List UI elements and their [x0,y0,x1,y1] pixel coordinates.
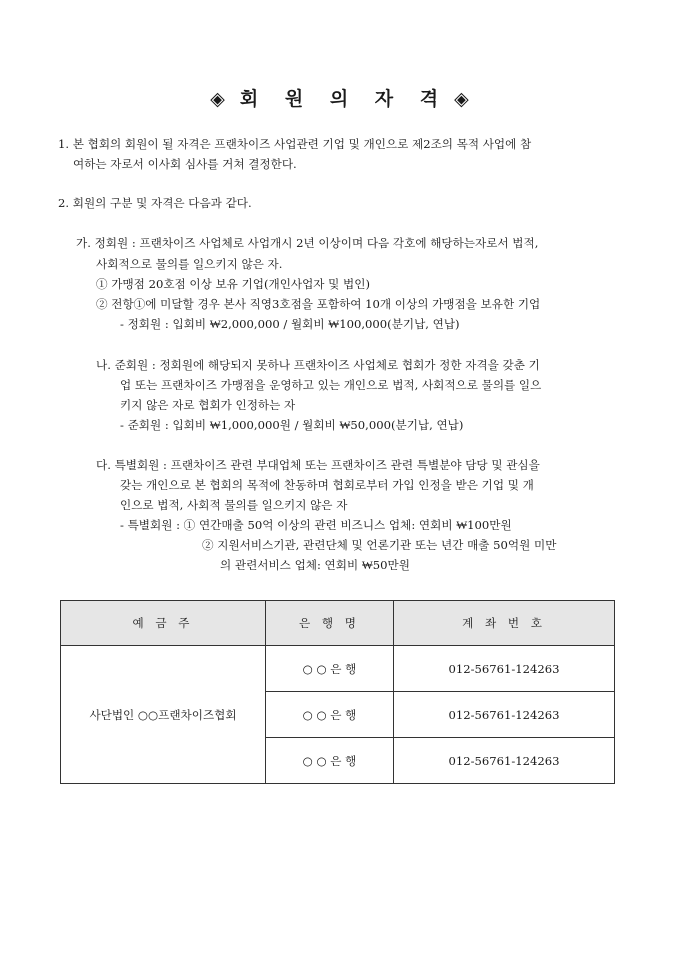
special-member-line-1: 다. 특별회원 : 프랜차이즈 관련 부대업체 또는 프랜차이즈 관련 특별분야 담당 및 관심을 [96,458,540,472]
diamond-symbol-right: ◈ [454,88,470,110]
header-bank-name: 은 행 명 [266,601,394,646]
account-holder-cell: 사단법인 ○○프랜차이즈협회 [61,646,266,784]
regular-member-line-1: 가. 정회원 : 프랜차이즈 사업체로 사업개시 2년 이상이며 다음 각호에 해당하는자로서 법적, [76,236,539,250]
bank-name-cell: ○ ○ 은 행 [266,646,394,692]
bank-name-cell: ○ ○ 은 행 [266,692,394,738]
special-member-line-3: 인으로 법적, 사회적 물의를 일으키지 않은 자 [120,498,348,512]
section-1-line-1: 1. 본 협회의 회원이 될 자격은 프랜차이즈 사업관련 기업 및 개인으로 제2조의 목적 사업에 참 [58,137,532,151]
diamond-symbol-left: ◈ [210,88,226,110]
header-account-holder: 예 금 주 [61,601,266,646]
associate-member-line-1: 나. 준회원 : 정회원에 해당되지 못하나 프랜차이즈 사업체로 협회가 정한 자격을 갖춘 기 [96,358,540,372]
regular-member-item-2: ② 전항①에 미달할 경우 본사 직영3호점을 포함하여 10개 이상의 가맹점을 보유한 기업 [96,297,541,311]
account-number-cell: 012-56761-124263 [394,646,615,692]
header-account-number: 계 좌 번 호 [394,601,615,646]
regular-member-line-2: 사회적으로 물의를 일으키지 않은 자. [96,257,283,271]
special-member-fee-2: ② 지원서비스기관, 관련단체 및 언론기관 또는 년간 매출 50억원 미만 [202,538,557,552]
regular-member-item-1: ① 가맹점 20호점 이상 보유 기업(개인사업자 및 법인) [96,277,370,291]
page-title [0,84,680,111]
special-member-fee-1: - 특별회원 : ① 연간매출 50억 이상의 관련 비즈니스 업체: 연회비 ₩100만원 [120,518,512,532]
associate-member-fee: - 준회원 : 입회비 ₩1,000,000원 / 월회비 ₩50,000(분기납, 연납) [120,418,464,432]
table-header-row [61,601,615,646]
section-2-heading: 2. 회원의 구분 및 자격은 다음과 같다. [58,196,252,210]
section-1-line-2: 여하는 자로서 이사회 심사를 거쳐 결정한다. [73,157,297,171]
special-member-line-2: 갖는 개인으로 본 협회의 목적에 찬동하며 협회로부터 가입 인정을 받은 기업 및 개 [120,478,534,492]
account-number-cell: 012-56761-124263 [394,738,615,784]
associate-member-line-2: 업 또는 프랜차이즈 가맹점을 운영하고 있는 개인으로 법적, 사회적으로 물의를 일으 [120,378,542,392]
special-member-fee-3: 의 관련서비스 업체: 연회비 ₩50만원 [220,558,410,572]
table-row [61,646,615,692]
account-number-cell: 012-56761-124263 [394,692,615,738]
associate-member-line-3: 키지 않은 자로 협회가 인정하는 자 [120,398,296,412]
title-text: 회 원 의 자 격 [239,88,449,110]
regular-member-fee: - 정회원 : 입회비 ₩2,000,000 / 월회비 ₩100,000(분기납, 연납) [120,317,460,331]
bank-name-cell: ○ ○ 은 행 [266,738,394,784]
bank-account-table [60,600,615,784]
